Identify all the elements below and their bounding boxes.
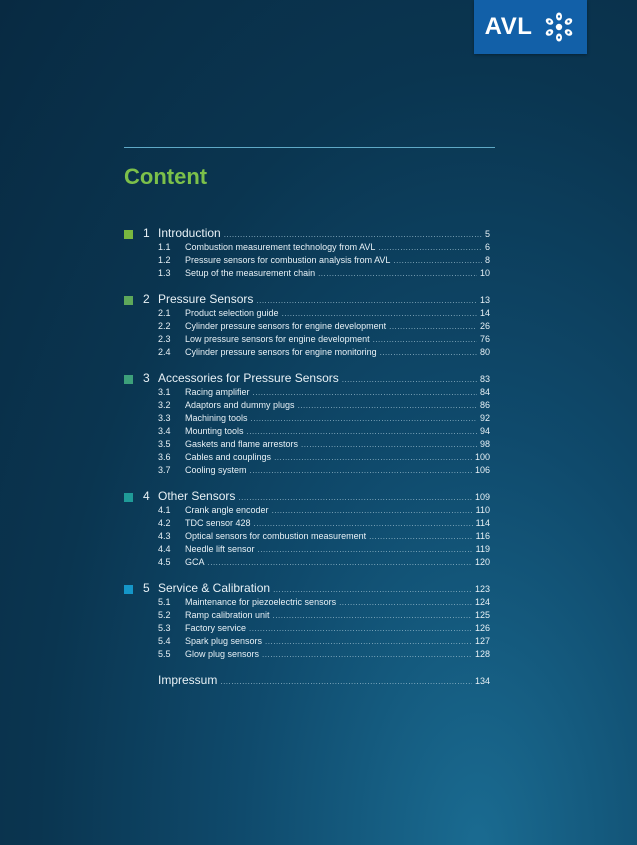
section-title: Optical sensors for combustion measurement [185, 531, 367, 541]
dot-leader [339, 598, 472, 607]
section-number: 5.1 [158, 597, 171, 607]
avl-emblem-icon [542, 10, 576, 44]
page-number: 8 [484, 255, 490, 265]
toc-section-row[interactable] [158, 387, 490, 400]
toc-chapter-row[interactable] [124, 489, 490, 505]
section-title: Glow plug sensors [185, 649, 260, 659]
section-title: Setup of the measurement chain [185, 268, 316, 278]
toc-section-row[interactable] [158, 557, 490, 570]
toc-section-row[interactable] [158, 610, 490, 623]
toc-impressum [124, 673, 490, 689]
dot-leader [251, 414, 477, 423]
section-number: 3.5 [158, 439, 171, 449]
toc-section-row[interactable] [158, 347, 490, 360]
chapter-marker-square [124, 493, 133, 502]
dot-leader [301, 440, 477, 449]
toc-section-row[interactable] [158, 321, 490, 334]
dot-leader [373, 335, 477, 344]
page-number: 98 [479, 439, 490, 449]
dot-leader [282, 309, 477, 318]
section-title: Adaptors and dummy plugs [185, 400, 295, 410]
page-number: 92 [479, 413, 490, 423]
toc-section-row[interactable] [158, 544, 490, 557]
page-number: 120 [474, 557, 490, 567]
dot-leader [258, 545, 473, 554]
page-number: 114 [475, 518, 490, 528]
chapter-marker-square [124, 230, 133, 239]
dot-leader [220, 677, 472, 686]
dot-leader [378, 243, 482, 252]
page-number: 106 [474, 465, 490, 475]
dot-leader [249, 624, 472, 633]
dot-leader [272, 506, 473, 515]
section-title: Ramp calibration unit [185, 610, 270, 620]
page-number: 124 [474, 597, 490, 607]
chapter-number: 1 [143, 226, 150, 240]
toc-chapter-row[interactable] [124, 371, 490, 387]
page-number: 134 [474, 676, 490, 686]
dot-leader [369, 532, 473, 541]
toc-section-row[interactable] [158, 597, 490, 610]
dot-leader [298, 401, 477, 410]
toc-chapter-row[interactable] [124, 292, 490, 308]
dot-leader [393, 256, 482, 265]
table-of-contents [124, 226, 490, 700]
section-number: 2.4 [158, 347, 171, 357]
section-number: 4.3 [158, 531, 171, 541]
toc-chapter [124, 226, 490, 281]
section-number: 5.3 [158, 623, 171, 633]
page-number: 13 [479, 295, 490, 305]
chapter-title: Introduction [158, 226, 221, 240]
section-number: 4.4 [158, 544, 171, 554]
toc-chapter [124, 581, 490, 662]
dot-leader [318, 269, 477, 278]
title-divider [124, 147, 495, 148]
section-title: Cables and couplings [185, 452, 272, 462]
chapter-marker-square [124, 296, 133, 305]
section-title: Pressure sensors for combustion analysis from AVL [185, 255, 391, 265]
section-number: 4.1 [158, 505, 171, 515]
page-number: 128 [474, 649, 490, 659]
dot-leader [380, 348, 477, 357]
section-number: 3.1 [158, 387, 171, 397]
page-number: 83 [479, 374, 490, 384]
section-title: Spark plug sensors [185, 636, 263, 646]
section-title: GCA [185, 557, 205, 567]
toc-section-row[interactable] [158, 623, 490, 636]
dot-leader [389, 322, 477, 331]
page-number: 126 [474, 623, 490, 633]
dot-leader [208, 558, 472, 567]
toc-section-row[interactable] [158, 518, 490, 531]
chapter-marker-square [124, 585, 133, 594]
chapter-number: 5 [143, 581, 150, 595]
chapter-marker-square [124, 375, 133, 384]
toc-section-row[interactable] [158, 255, 490, 268]
toc-section-row[interactable] [158, 465, 490, 478]
page-number: 5 [484, 229, 490, 239]
section-number: 2.1 [158, 308, 171, 318]
section-number: 3.7 [158, 465, 171, 475]
toc-section-row[interactable] [158, 439, 490, 452]
toc-section-row[interactable] [158, 505, 490, 518]
toc-section-row[interactable] [158, 452, 490, 465]
toc-section-row[interactable] [158, 649, 490, 662]
section-number: 3.3 [158, 413, 171, 423]
impressum-title: Impressum [158, 673, 218, 687]
section-number: 4.2 [158, 518, 171, 528]
toc-chapter [124, 489, 490, 570]
dot-leader [273, 611, 472, 620]
toc-section-row[interactable] [158, 334, 490, 347]
section-title: Maintenance for piezoelectric sensors [185, 597, 337, 607]
page-number: 14 [479, 308, 490, 318]
chapter-title: Other Sensors [158, 489, 236, 503]
section-title: Low pressure sensors for engine development [185, 334, 370, 344]
page-number: 123 [474, 584, 490, 594]
dot-leader [254, 519, 473, 528]
section-title: Cooling system [185, 465, 247, 475]
toc-section-row[interactable] [158, 636, 490, 649]
chapter-title: Pressure Sensors [158, 292, 254, 306]
page-title: Content [124, 164, 208, 189]
section-number: 2.2 [158, 321, 171, 331]
dot-leader [238, 493, 472, 502]
section-title: Cylinder pressure sensors for engine development [185, 321, 387, 331]
chapter-number: 4 [143, 489, 150, 503]
toc-section-row[interactable] [158, 531, 490, 544]
section-title: Crank angle encoder [185, 505, 269, 515]
toc-chapter [124, 371, 490, 478]
section-title: Combustion measurement technology from AVL [185, 242, 376, 252]
dot-leader [274, 453, 472, 462]
chapter-title: Service & Calibration [158, 581, 271, 595]
chapter-title: Accessories for Pressure Sensors [158, 371, 339, 385]
section-number: 1.2 [158, 255, 171, 265]
page-number: 125 [474, 610, 490, 620]
section-number: 3.4 [158, 426, 171, 436]
section-title: Product selection guide [185, 308, 279, 318]
page-number: 94 [479, 426, 490, 436]
logo-wordmark: AVL [484, 13, 533, 40]
section-title: Cylinder pressure sensors for engine monitoring [185, 347, 377, 357]
toc-chapter-row[interactable] [124, 226, 490, 242]
section-number: 2.3 [158, 334, 171, 344]
page-number: 127 [474, 636, 490, 646]
page-number: 6 [484, 242, 490, 252]
page-number: 119 [475, 544, 490, 554]
toc-section-row[interactable] [158, 413, 490, 426]
toc-section-row[interactable] [158, 242, 490, 255]
section-title: Needle lift sensor [185, 544, 255, 554]
section-number: 3.2 [158, 400, 171, 410]
section-number: 5.5 [158, 649, 171, 659]
section-number: 5.4 [158, 636, 171, 646]
dot-leader [250, 466, 472, 475]
page-number: 26 [479, 321, 490, 331]
page-number: 10 [479, 268, 490, 278]
section-number: 1.1 [158, 242, 171, 252]
section-number: 3.6 [158, 452, 171, 462]
dot-leader [224, 230, 482, 239]
page-number: 84 [479, 387, 490, 397]
page-number: 76 [479, 334, 490, 344]
page-number: 110 [475, 505, 490, 515]
page-number: 80 [479, 347, 490, 357]
section-title: Factory service [185, 623, 247, 633]
dot-leader [262, 650, 472, 659]
section-number: 5.2 [158, 610, 171, 620]
page-number: 109 [474, 492, 490, 502]
page-number: 100 [474, 452, 490, 462]
toc-section-row[interactable] [158, 400, 490, 413]
section-title: TDC sensor 428 [185, 518, 251, 528]
chapter-number: 3 [143, 371, 150, 385]
toc-section-row[interactable] [158, 268, 490, 281]
dot-leader [342, 375, 477, 384]
dot-leader [256, 296, 477, 305]
section-number: 1.3 [158, 268, 171, 278]
toc-section-row[interactable] [158, 308, 490, 321]
section-title: Gaskets and flame arrestors [185, 439, 299, 449]
dot-leader [273, 585, 472, 594]
section-title: Mounting tools [185, 426, 244, 436]
avl-logo [474, 0, 587, 54]
section-title: Racing amplifier [185, 387, 250, 397]
section-number: 4.5 [158, 557, 171, 567]
dot-leader [247, 427, 477, 436]
section-title: Machining tools [185, 413, 248, 423]
chapter-number: 2 [143, 292, 150, 306]
dot-leader [253, 388, 477, 397]
toc-section-row[interactable] [158, 426, 490, 439]
toc-chapter [124, 292, 490, 360]
page-number: 86 [479, 400, 490, 410]
dot-leader [265, 637, 472, 646]
page-number: 116 [475, 531, 490, 541]
toc-chapter-row[interactable] [124, 581, 490, 597]
toc-impressum-row[interactable] [158, 673, 490, 689]
